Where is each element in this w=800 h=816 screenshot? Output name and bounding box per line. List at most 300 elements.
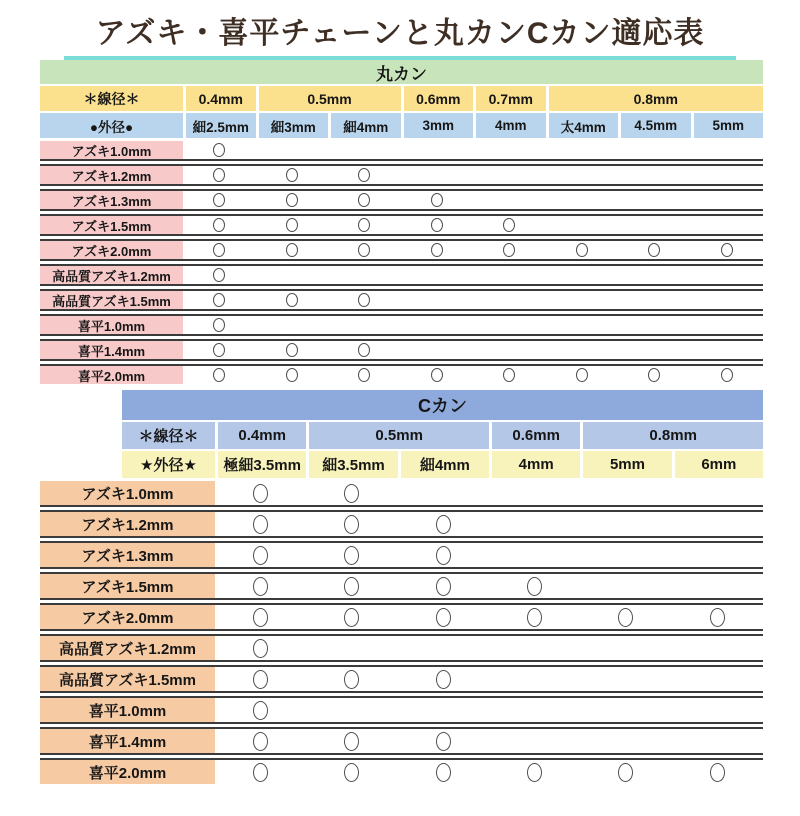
compatible-circle-icon bbox=[358, 193, 370, 207]
c-row-cells-6 bbox=[215, 667, 763, 691]
maru-cell-6-6 bbox=[618, 291, 691, 309]
title-block bbox=[64, 16, 736, 60]
c-cell-5-5 bbox=[672, 636, 763, 660]
compatible-circle-icon bbox=[286, 243, 298, 257]
c-cell-0-2 bbox=[398, 481, 489, 505]
compatible-circle-icon bbox=[213, 343, 225, 357]
c-row-cells-9 bbox=[215, 760, 763, 784]
compatible-circle-icon bbox=[436, 670, 451, 689]
c-cell-9-5 bbox=[672, 760, 763, 784]
c-cell-8-2 bbox=[398, 729, 489, 753]
compatible-circle-icon bbox=[286, 343, 298, 357]
maru-kan-header bbox=[40, 60, 763, 138]
maru-row-label-3: アズキ1.5mm bbox=[40, 216, 183, 234]
compatible-circle-icon bbox=[253, 484, 268, 503]
maru-row-cells-8 bbox=[183, 341, 763, 359]
maru-cell-4-6 bbox=[618, 241, 691, 259]
c-cell-9-1 bbox=[306, 760, 397, 784]
c-row-cells-5 bbox=[215, 636, 763, 660]
c-cell-3-1 bbox=[306, 574, 397, 598]
maru-cell-6-7 bbox=[691, 291, 764, 309]
maru-cell-2-0 bbox=[183, 191, 256, 209]
c-kan-table bbox=[40, 390, 763, 784]
c-cell-0-0 bbox=[215, 481, 306, 505]
c-cell-0-5 bbox=[672, 481, 763, 505]
c-cell-3-0 bbox=[215, 574, 306, 598]
c-cell-4-0 bbox=[215, 605, 306, 629]
c-row-label-2: アズキ1.3mm bbox=[40, 543, 215, 567]
c-row-1 bbox=[40, 510, 763, 538]
c-cell-3-2 bbox=[398, 574, 489, 598]
c-row-label-3: アズキ1.5mm bbox=[40, 574, 215, 598]
maru-cell-1-3 bbox=[401, 166, 474, 184]
maru-wire-col-4: 0.8mm bbox=[549, 86, 764, 111]
maru-cell-2-5 bbox=[546, 191, 619, 209]
maru-cell-9-2 bbox=[328, 366, 401, 384]
compatible-circle-icon bbox=[253, 608, 268, 627]
c-cell-2-2 bbox=[398, 543, 489, 567]
compatible-circle-icon bbox=[253, 577, 268, 596]
maru-wire-row-label: ＊線径＊ bbox=[40, 86, 183, 111]
c-cell-5-1 bbox=[306, 636, 397, 660]
maru-row-cells-5 bbox=[183, 266, 763, 284]
c-cell-4-2 bbox=[398, 605, 489, 629]
maru-outer-col-1: 細3mm bbox=[259, 113, 329, 138]
maru-row-7 bbox=[40, 314, 763, 336]
maru-cell-3-2 bbox=[328, 216, 401, 234]
compatible-circle-icon bbox=[253, 515, 268, 534]
maru-cell-0-6 bbox=[618, 141, 691, 159]
compatible-circle-icon bbox=[344, 732, 359, 751]
maru-row-cells-2 bbox=[183, 191, 763, 209]
maru-cell-9-5 bbox=[546, 366, 619, 384]
compatible-circle-icon bbox=[436, 732, 451, 751]
c-cell-1-1 bbox=[306, 512, 397, 536]
compatible-circle-icon bbox=[213, 218, 225, 232]
compatible-circle-icon bbox=[213, 143, 225, 157]
maru-outer-col-5: 太4mm bbox=[549, 113, 619, 138]
c-wire-col-0: 0.4mm bbox=[218, 422, 306, 449]
c-row-0 bbox=[40, 481, 763, 507]
c-cell-4-4 bbox=[580, 605, 671, 629]
maru-cell-4-0 bbox=[183, 241, 256, 259]
maru-cell-2-4 bbox=[473, 191, 546, 209]
c-wire-row-label: ＊線径＊ bbox=[122, 422, 215, 449]
c-cell-2-4 bbox=[580, 543, 671, 567]
compatible-circle-icon bbox=[253, 701, 268, 720]
c-cell-3-4 bbox=[580, 574, 671, 598]
compatible-circle-icon bbox=[431, 193, 443, 207]
maru-row-label-0: アズキ1.0mm bbox=[40, 141, 183, 159]
compatible-circle-icon bbox=[503, 243, 515, 257]
c-row-5 bbox=[40, 634, 763, 662]
maru-cell-8-2 bbox=[328, 341, 401, 359]
maru-cell-6-3 bbox=[401, 291, 474, 309]
maru-kan-title-cell: 丸カン bbox=[40, 60, 763, 84]
c-row-7 bbox=[40, 696, 763, 724]
maru-row-6 bbox=[40, 289, 763, 311]
c-cell-8-3 bbox=[489, 729, 580, 753]
maru-outer-col-0: 細2.5mm bbox=[186, 113, 256, 138]
compatible-circle-icon bbox=[286, 368, 298, 382]
c-cell-6-2 bbox=[398, 667, 489, 691]
maru-cell-3-4 bbox=[473, 216, 546, 234]
maru-row-0 bbox=[40, 141, 763, 161]
maru-cell-7-0 bbox=[183, 316, 256, 334]
maru-row-cells-0 bbox=[183, 141, 763, 159]
maru-cell-6-1 bbox=[256, 291, 329, 309]
c-outer-row-label: ★外径★ bbox=[122, 451, 215, 478]
c-cell-1-5 bbox=[672, 512, 763, 536]
compatible-circle-icon bbox=[358, 218, 370, 232]
c-row-cells-4 bbox=[215, 605, 763, 629]
maru-row-label-9: 喜平2.0mm bbox=[40, 366, 183, 384]
maru-row-label-5: 高品質アズキ1.2mm bbox=[40, 266, 183, 284]
maru-cell-3-6 bbox=[618, 216, 691, 234]
compatible-circle-icon bbox=[648, 368, 660, 382]
c-row-cells-7 bbox=[215, 698, 763, 722]
c-row-label-0: アズキ1.0mm bbox=[40, 481, 215, 505]
maru-row-label-7: 喜平1.0mm bbox=[40, 316, 183, 334]
c-cell-1-0 bbox=[215, 512, 306, 536]
c-row-cells-8 bbox=[215, 729, 763, 753]
c-row-cells-0 bbox=[215, 481, 763, 505]
c-cell-1-2 bbox=[398, 512, 489, 536]
c-cell-7-5 bbox=[672, 698, 763, 722]
c-cell-3-3 bbox=[489, 574, 580, 598]
maru-cell-5-1 bbox=[256, 266, 329, 284]
maru-cell-4-7 bbox=[691, 241, 764, 259]
maru-wire-col-2: 0.6mm bbox=[404, 86, 474, 111]
c-outer-col-2: 細4mm bbox=[401, 451, 489, 478]
maru-cell-1-7 bbox=[691, 166, 764, 184]
compatible-circle-icon bbox=[358, 343, 370, 357]
compatible-circle-icon bbox=[344, 608, 359, 627]
page-title: アズキ・喜平チェーンと丸カンCカン適応表 bbox=[64, 16, 736, 60]
compatible-circle-icon bbox=[344, 577, 359, 596]
c-kan-header bbox=[122, 390, 763, 478]
c-cell-1-3 bbox=[489, 512, 580, 536]
maru-outer-col-6: 4.5mm bbox=[621, 113, 691, 138]
compatible-circle-icon bbox=[253, 670, 268, 689]
maru-cell-0-0 bbox=[183, 141, 256, 159]
compatible-circle-icon bbox=[436, 763, 451, 782]
c-cell-2-5 bbox=[672, 543, 763, 567]
maru-row-label-2: アズキ1.3mm bbox=[40, 191, 183, 209]
maru-cell-7-3 bbox=[401, 316, 474, 334]
maru-outer-col-3: 3mm bbox=[404, 113, 474, 138]
maru-row-label-1: アズキ1.2mm bbox=[40, 166, 183, 184]
maru-cell-1-0 bbox=[183, 166, 256, 184]
maru-cell-1-6 bbox=[618, 166, 691, 184]
c-cell-1-4 bbox=[580, 512, 671, 536]
maru-cell-3-5 bbox=[546, 216, 619, 234]
maru-cell-3-3 bbox=[401, 216, 474, 234]
compatible-circle-icon bbox=[286, 293, 298, 307]
compatible-circle-icon bbox=[344, 484, 359, 503]
compatible-circle-icon bbox=[618, 763, 633, 782]
c-cell-0-1 bbox=[306, 481, 397, 505]
c-row-label-9: 喜平2.0mm bbox=[40, 760, 215, 784]
c-cell-8-1 bbox=[306, 729, 397, 753]
c-row-9 bbox=[40, 758, 763, 784]
compatible-circle-icon bbox=[213, 193, 225, 207]
c-row-label-6: 高品質アズキ1.5mm bbox=[40, 667, 215, 691]
maru-cell-4-5 bbox=[546, 241, 619, 259]
c-outer-col-3: 4mm bbox=[492, 451, 580, 478]
c-cell-5-0 bbox=[215, 636, 306, 660]
maru-cell-3-7 bbox=[691, 216, 764, 234]
maru-outer-row-label: ●外径● bbox=[40, 113, 183, 138]
compatible-circle-icon bbox=[213, 268, 225, 282]
compatible-circle-icon bbox=[431, 368, 443, 382]
compatible-circle-icon bbox=[576, 368, 588, 382]
maru-cell-8-6 bbox=[618, 341, 691, 359]
c-cell-8-0 bbox=[215, 729, 306, 753]
maru-wire-col-1: 0.5mm bbox=[259, 86, 401, 111]
maru-cell-8-4 bbox=[473, 341, 546, 359]
compatible-circle-icon bbox=[436, 546, 451, 565]
c-cell-5-4 bbox=[580, 636, 671, 660]
c-row-6 bbox=[40, 665, 763, 693]
maru-cell-4-2 bbox=[328, 241, 401, 259]
c-row-label-7: 喜平1.0mm bbox=[40, 698, 215, 722]
c-cell-4-1 bbox=[306, 605, 397, 629]
c-wire-col-2: 0.6mm bbox=[492, 422, 580, 449]
maru-outer-col-4: 4mm bbox=[476, 113, 546, 138]
maru-cell-7-5 bbox=[546, 316, 619, 334]
compatible-circle-icon bbox=[213, 243, 225, 257]
c-outer-col-1: 細3.5mm bbox=[309, 451, 397, 478]
maru-row-3 bbox=[40, 214, 763, 236]
compatible-circle-icon bbox=[286, 168, 298, 182]
maru-row-cells-6 bbox=[183, 291, 763, 309]
maru-cell-4-4 bbox=[473, 241, 546, 259]
c-cell-7-0 bbox=[215, 698, 306, 722]
compatible-circle-icon bbox=[721, 368, 733, 382]
compatible-circle-icon bbox=[213, 368, 225, 382]
maru-cell-7-7 bbox=[691, 316, 764, 334]
compatible-circle-icon bbox=[344, 546, 359, 565]
c-row-cells-2 bbox=[215, 543, 763, 567]
maru-cell-7-1 bbox=[256, 316, 329, 334]
c-cell-8-5 bbox=[672, 729, 763, 753]
maru-kan-table bbox=[40, 60, 763, 384]
c-cell-7-1 bbox=[306, 698, 397, 722]
compatible-circle-icon bbox=[253, 546, 268, 565]
compatible-circle-icon bbox=[344, 670, 359, 689]
compatible-circle-icon bbox=[358, 168, 370, 182]
maru-row-label-4: アズキ2.0mm bbox=[40, 241, 183, 259]
maru-cell-1-2 bbox=[328, 166, 401, 184]
maru-cell-5-3 bbox=[401, 266, 474, 284]
c-row-label-1: アズキ1.2mm bbox=[40, 512, 215, 536]
c-wire-col-3: 0.8mm bbox=[583, 422, 763, 449]
maru-row-label-6: 高品質アズキ1.5mm bbox=[40, 291, 183, 309]
compatible-circle-icon bbox=[710, 763, 725, 782]
maru-cell-3-1 bbox=[256, 216, 329, 234]
c-row-2 bbox=[40, 541, 763, 569]
maru-cell-2-7 bbox=[691, 191, 764, 209]
maru-cell-5-6 bbox=[618, 266, 691, 284]
compatible-circle-icon bbox=[253, 639, 268, 658]
maru-wire-col-3: 0.7mm bbox=[476, 86, 546, 111]
maru-cell-8-5 bbox=[546, 341, 619, 359]
c-row-8 bbox=[40, 727, 763, 755]
maru-cell-8-7 bbox=[691, 341, 764, 359]
maru-cell-1-1 bbox=[256, 166, 329, 184]
maru-cell-6-5 bbox=[546, 291, 619, 309]
c-cell-9-4 bbox=[580, 760, 671, 784]
maru-cell-9-0 bbox=[183, 366, 256, 384]
c-cell-6-5 bbox=[672, 667, 763, 691]
maru-cell-0-2 bbox=[328, 141, 401, 159]
compatible-circle-icon bbox=[527, 577, 542, 596]
c-cell-9-0 bbox=[215, 760, 306, 784]
c-cell-6-0 bbox=[215, 667, 306, 691]
c-wire-col-1: 0.5mm bbox=[309, 422, 489, 449]
maru-row-cells-4 bbox=[183, 241, 763, 259]
maru-cell-8-3 bbox=[401, 341, 474, 359]
maru-cell-5-7 bbox=[691, 266, 764, 284]
maru-cell-4-1 bbox=[256, 241, 329, 259]
c-cell-4-3 bbox=[489, 605, 580, 629]
compatible-circle-icon bbox=[253, 763, 268, 782]
c-cell-6-4 bbox=[580, 667, 671, 691]
compatible-circle-icon bbox=[648, 243, 660, 257]
c-cell-9-3 bbox=[489, 760, 580, 784]
maru-row-label-8: 喜平1.4mm bbox=[40, 341, 183, 359]
maru-outer-col-7: 5mm bbox=[694, 113, 764, 138]
c-cell-0-3 bbox=[489, 481, 580, 505]
c-cell-6-3 bbox=[489, 667, 580, 691]
compatible-circle-icon bbox=[286, 193, 298, 207]
c-cell-5-3 bbox=[489, 636, 580, 660]
maru-row-cells-3 bbox=[183, 216, 763, 234]
compatible-circle-icon bbox=[213, 293, 225, 307]
maru-row-9 bbox=[40, 364, 763, 384]
maru-cell-0-1 bbox=[256, 141, 329, 159]
c-outer-col-4: 5mm bbox=[583, 451, 671, 478]
compatible-circle-icon bbox=[710, 608, 725, 627]
maru-row-5 bbox=[40, 264, 763, 286]
maru-row-1 bbox=[40, 164, 763, 186]
c-cell-8-4 bbox=[580, 729, 671, 753]
maru-row-2 bbox=[40, 189, 763, 211]
compatible-circle-icon bbox=[527, 763, 542, 782]
c-cell-2-1 bbox=[306, 543, 397, 567]
compatible-circle-icon bbox=[358, 293, 370, 307]
maru-cell-6-4 bbox=[473, 291, 546, 309]
c-cell-7-3 bbox=[489, 698, 580, 722]
c-cell-7-4 bbox=[580, 698, 671, 722]
maru-cell-9-6 bbox=[618, 366, 691, 384]
c-cell-0-4 bbox=[580, 481, 671, 505]
compatible-circle-icon bbox=[358, 368, 370, 382]
compatible-circle-icon bbox=[253, 732, 268, 751]
maru-cell-7-6 bbox=[618, 316, 691, 334]
compatible-circle-icon bbox=[431, 243, 443, 257]
c-row-cells-3 bbox=[215, 574, 763, 598]
maru-row-cells-7 bbox=[183, 316, 763, 334]
compatible-circle-icon bbox=[344, 763, 359, 782]
maru-cell-6-2 bbox=[328, 291, 401, 309]
maru-cell-0-4 bbox=[473, 141, 546, 159]
maru-cell-7-4 bbox=[473, 316, 546, 334]
c-row-label-8: 喜平1.4mm bbox=[40, 729, 215, 753]
maru-cell-9-1 bbox=[256, 366, 329, 384]
maru-cell-1-4 bbox=[473, 166, 546, 184]
c-row-cells-1 bbox=[215, 512, 763, 536]
maru-cell-3-0 bbox=[183, 216, 256, 234]
maru-cell-2-1 bbox=[256, 191, 329, 209]
compatible-circle-icon bbox=[436, 515, 451, 534]
c-kan-title-cell: Cカン bbox=[122, 390, 763, 420]
maru-cell-7-2 bbox=[328, 316, 401, 334]
c-kan-rows bbox=[40, 481, 763, 784]
compatible-circle-icon bbox=[721, 243, 733, 257]
c-row-4 bbox=[40, 603, 763, 631]
maru-cell-4-3 bbox=[401, 241, 474, 259]
c-cell-9-2 bbox=[398, 760, 489, 784]
c-cell-3-5 bbox=[672, 574, 763, 598]
compatible-circle-icon bbox=[213, 168, 225, 182]
maru-cell-0-5 bbox=[546, 141, 619, 159]
compatible-circle-icon bbox=[344, 515, 359, 534]
maru-cell-1-5 bbox=[546, 166, 619, 184]
compatible-circle-icon bbox=[213, 318, 225, 332]
maru-cell-0-3 bbox=[401, 141, 474, 159]
c-cell-6-1 bbox=[306, 667, 397, 691]
maru-cell-0-7 bbox=[691, 141, 764, 159]
compatible-circle-icon bbox=[431, 218, 443, 232]
maru-cell-5-2 bbox=[328, 266, 401, 284]
maru-row-cells-1 bbox=[183, 166, 763, 184]
c-cell-4-5 bbox=[672, 605, 763, 629]
maru-row-4 bbox=[40, 239, 763, 261]
maru-outer-col-2: 細4mm bbox=[331, 113, 401, 138]
compatible-circle-icon bbox=[358, 243, 370, 257]
c-cell-5-2 bbox=[398, 636, 489, 660]
maru-wire-col-0: 0.4mm bbox=[186, 86, 256, 111]
compatible-circle-icon bbox=[527, 608, 542, 627]
c-outer-col-5: 6mm bbox=[675, 451, 763, 478]
maru-row-cells-9 bbox=[183, 366, 763, 384]
maru-cell-5-0 bbox=[183, 266, 256, 284]
maru-cell-5-5 bbox=[546, 266, 619, 284]
c-row-3 bbox=[40, 572, 763, 600]
c-row-label-4: アズキ2.0mm bbox=[40, 605, 215, 629]
compatible-circle-icon bbox=[436, 608, 451, 627]
maru-cell-9-3 bbox=[401, 366, 474, 384]
maru-row-8 bbox=[40, 339, 763, 361]
c-outer-col-0: 極細3.5mm bbox=[218, 451, 306, 478]
compatible-circle-icon bbox=[576, 243, 588, 257]
maru-cell-2-3 bbox=[401, 191, 474, 209]
maru-cell-2-6 bbox=[618, 191, 691, 209]
c-cell-2-0 bbox=[215, 543, 306, 567]
maru-cell-8-1 bbox=[256, 341, 329, 359]
c-cell-7-2 bbox=[398, 698, 489, 722]
compatible-circle-icon bbox=[436, 577, 451, 596]
maru-cell-9-7 bbox=[691, 366, 764, 384]
compatible-circle-icon bbox=[286, 218, 298, 232]
maru-cell-9-4 bbox=[473, 366, 546, 384]
compatible-circle-icon bbox=[618, 608, 633, 627]
c-row-label-5: 高品質アズキ1.2mm bbox=[40, 636, 215, 660]
maru-cell-8-0 bbox=[183, 341, 256, 359]
maru-kan-rows bbox=[40, 141, 763, 384]
